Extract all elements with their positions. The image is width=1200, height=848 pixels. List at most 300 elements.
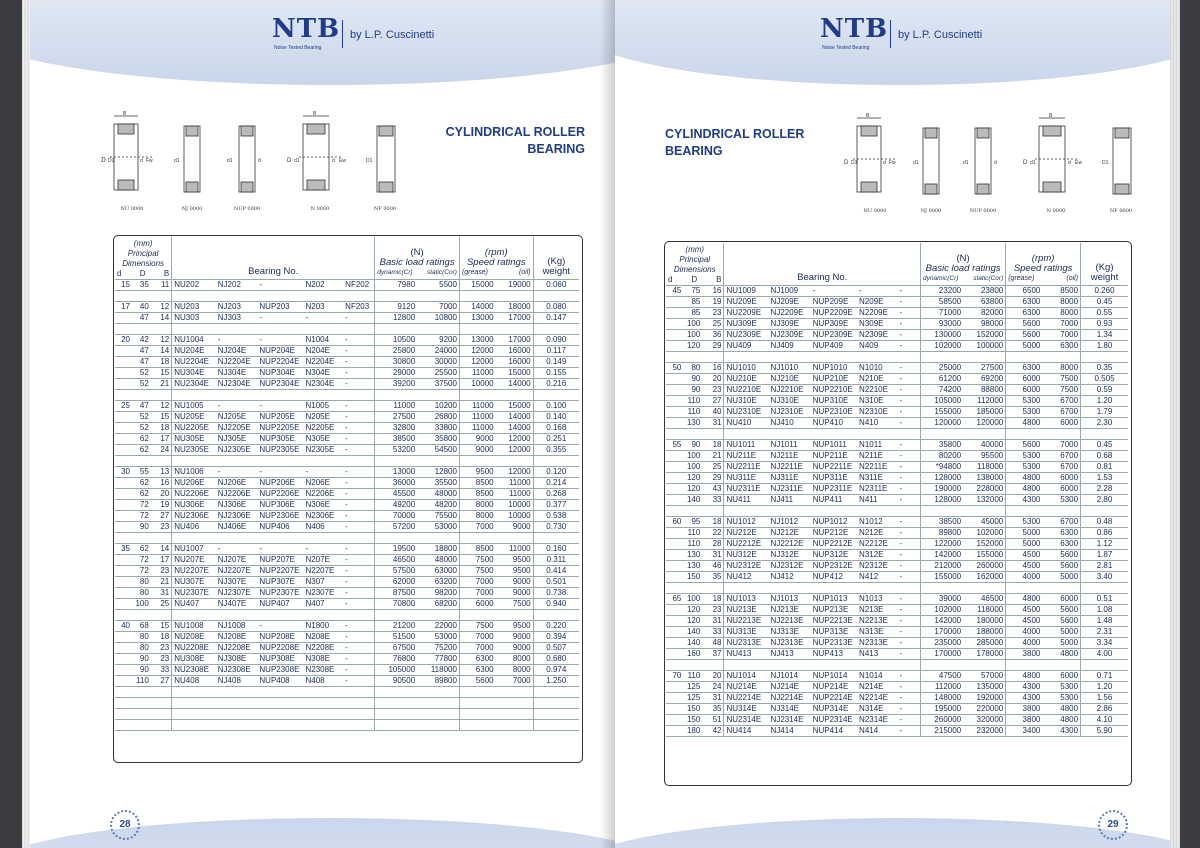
table-cell [533, 610, 579, 621]
table-cell [1006, 352, 1043, 363]
table-cell: 18 [702, 517, 724, 528]
table-cell: 8000 [496, 654, 534, 665]
table-cell: 2.86 [1081, 704, 1128, 715]
table-cell [115, 676, 132, 687]
table-cell: 53000 [417, 522, 459, 533]
table-cell: 23 [151, 522, 172, 533]
svg-text:d1: d1 [294, 158, 300, 164]
table-cell: NJ410 [769, 418, 811, 429]
table-cell: 102000 [921, 605, 964, 616]
table-row [666, 726, 1128, 737]
table-cell: 0.940 [533, 599, 579, 610]
table-cell: NU2311E [724, 484, 769, 495]
table-cell: N407 [303, 599, 343, 610]
table-cell [303, 610, 343, 621]
table-cell: NU1010 [724, 363, 769, 374]
table-cell: NUP407 [257, 599, 303, 610]
table-cell: 80 [132, 588, 151, 599]
table-cell: - [257, 335, 303, 346]
table-cell [459, 291, 495, 302]
table-cell: 18800 [417, 544, 459, 555]
table-cell: - [898, 616, 921, 627]
table-cell [132, 610, 151, 621]
table-cell: 0.86 [1081, 528, 1128, 539]
table-cell: NUP2311E [811, 484, 857, 495]
table-cell [702, 583, 724, 594]
table-cell [533, 324, 579, 335]
table-cell: - [216, 467, 258, 478]
table-cell [172, 533, 216, 544]
table-cell: NUP1013 [811, 594, 857, 605]
table-cell: 192000 [963, 693, 1006, 704]
section-title: CYLINDRICAL ROLLER BEARING [445, 125, 585, 156]
table-cell: 48200 [417, 500, 459, 511]
table-cell [257, 709, 303, 720]
table-cell: - [343, 566, 375, 577]
table-cell [857, 506, 897, 517]
svg-text:d: d [994, 160, 997, 166]
table-cell [496, 720, 534, 731]
table-cell: 14 [151, 544, 172, 555]
table-cell: 39000 [921, 594, 964, 605]
table-cell: 47 [132, 346, 151, 357]
table-cell: - [343, 423, 375, 434]
table-cell [666, 484, 683, 495]
table-cell [375, 610, 417, 621]
table-cell [963, 506, 1006, 517]
table-cell: NUP308E [257, 654, 303, 665]
table-cell: N307 [303, 577, 343, 588]
table-cell [115, 599, 132, 610]
page-stack-right [1170, 0, 1180, 848]
table-cell [303, 698, 343, 709]
table-cell: NU307E [172, 577, 216, 588]
table-cell: 1.79 [1081, 407, 1128, 418]
table-cell: 0.35 [1081, 363, 1128, 374]
hdr-basic: Basic load ratings [925, 263, 1001, 274]
table-cell: NF203 [343, 302, 375, 313]
table-cell [1006, 506, 1043, 517]
left-page [30, 0, 615, 848]
table-cell: 7000 [459, 577, 495, 588]
table-row [666, 385, 1128, 396]
table-cell: 7000 [496, 676, 534, 687]
table-cell: NU412 [724, 572, 769, 583]
table-cell [1042, 660, 1080, 671]
table-cell [417, 610, 459, 621]
table-row [115, 423, 579, 434]
table-cell: 5000 [1042, 638, 1080, 649]
table-cell [496, 698, 534, 709]
table-cell [216, 720, 258, 731]
table-cell [132, 324, 151, 335]
table-row [666, 616, 1128, 627]
table-cell: - [898, 594, 921, 605]
table-cell: 0.51 [1081, 594, 1128, 605]
table-cell: 100 [683, 462, 702, 473]
table-cell: 25000 [921, 363, 964, 374]
table-cell: N413 [857, 649, 897, 660]
table-cell [257, 687, 303, 698]
table-cell [132, 390, 151, 401]
table-cell: 15 [151, 368, 172, 379]
table-cell [375, 291, 417, 302]
table-cell: 9000 [496, 577, 534, 588]
table-cell: 5300 [1042, 495, 1080, 506]
table-cell [417, 390, 459, 401]
table-cell: 36000 [375, 478, 417, 489]
table-cell [724, 429, 769, 440]
table-cell: 9000 [496, 588, 534, 599]
table-cell [1081, 352, 1128, 363]
svg-text:d1: d1 [963, 160, 969, 166]
hdr-D: D [139, 269, 146, 278]
table-cell [459, 533, 495, 544]
table-cell: - [898, 407, 921, 418]
table-cell: 0.45 [1081, 297, 1128, 308]
table-cell: 5600 [1042, 605, 1080, 616]
table-cell: - [216, 335, 258, 346]
table-cell: - [343, 434, 375, 445]
table-cell: 170000 [921, 649, 964, 660]
table-cell: NJ2308E [216, 665, 258, 676]
table-cell: NU2306E [172, 511, 216, 522]
table-cell: NU1011 [724, 440, 769, 451]
table-cell: 21 [151, 577, 172, 588]
table-row [115, 346, 579, 357]
table-cell: - [898, 517, 921, 528]
table-cell: 14000 [459, 302, 495, 313]
table-cell: NJ2313E [769, 638, 811, 649]
table-cell: N311E [857, 473, 897, 484]
table-cell: 19000 [496, 280, 534, 291]
table-cell: 212000 [921, 561, 964, 572]
table-cell: 52 [132, 368, 151, 379]
diagram-nf: D1 NF 0000 [1101, 122, 1141, 202]
table-cell: 1.08 [1081, 605, 1128, 616]
table-cell [683, 660, 702, 671]
table-cell: NJ2204E [216, 357, 258, 368]
table-cell: - [343, 555, 375, 566]
table-cell: 48000 [417, 555, 459, 566]
table-cell: 4500 [1006, 605, 1043, 616]
table-cell: 118000 [963, 605, 1006, 616]
table-cell: N2208E [303, 643, 343, 654]
table-cell: - [343, 467, 375, 478]
table-row [666, 440, 1128, 451]
table-cell: 39200 [375, 379, 417, 390]
table-row [115, 522, 579, 533]
table-cell: NJ2211E [769, 462, 811, 473]
table-cell: 150 [683, 572, 702, 583]
table-cell [216, 698, 258, 709]
table-cell: NJ2310E [769, 407, 811, 418]
table-row [666, 528, 1128, 539]
table-cell [666, 649, 683, 660]
table-cell: 25800 [375, 346, 417, 357]
table-cell: 2.31 [1081, 627, 1128, 638]
table-cell [375, 390, 417, 401]
table-cell: 95 [683, 517, 702, 528]
table-cell: NUP307E [257, 577, 303, 588]
table-cell: 25 [702, 462, 724, 473]
table-cell: - [343, 577, 375, 588]
table-cell [459, 456, 495, 467]
hdr-principal: Principal [679, 255, 711, 264]
table-cell: NJ203 [216, 302, 258, 313]
table-cell: 12 [151, 401, 172, 412]
svg-text:d: d [883, 160, 886, 166]
table-cell: N207E [303, 555, 343, 566]
table-cell [666, 583, 683, 594]
table-cell: 72 [132, 555, 151, 566]
table-cell: NU1006 [172, 467, 216, 478]
table-cell [132, 456, 151, 467]
table-cell: - [898, 495, 921, 506]
hdr-basic: Basic load ratings [379, 257, 455, 268]
table-cell [115, 390, 132, 401]
table-cell: NUP309E [811, 319, 857, 330]
table-cell: - [343, 621, 375, 632]
table-cell: NJ409 [769, 341, 811, 352]
table-cell: NUP305E [257, 434, 303, 445]
table-cell: - [343, 368, 375, 379]
table-cell: 16 [702, 286, 724, 297]
hdr-dyn: dynamic(Cr) [377, 269, 413, 276]
table-cell: 12 [151, 335, 172, 346]
table-cell [343, 533, 375, 544]
table-cell: 54500 [417, 445, 459, 456]
table-cell: 1.87 [1081, 550, 1128, 561]
table-cell [459, 610, 495, 621]
table-cell: 130 [683, 550, 702, 561]
table-cell: 90500 [375, 676, 417, 687]
table-row [115, 357, 579, 368]
bearing-type-diagrams [843, 112, 1163, 212]
table-cell: 9500 [496, 555, 534, 566]
table-cell: 90 [132, 522, 151, 533]
table-cell: 100 [683, 319, 702, 330]
table-row [115, 599, 579, 610]
table-cell: 12800 [375, 313, 417, 324]
table-cell: - [343, 379, 375, 390]
table-cell [375, 456, 417, 467]
table-cell: 0.120 [533, 467, 579, 478]
table-cell: 4000 [1006, 572, 1043, 583]
table-cell: 16 [702, 363, 724, 374]
table-row [115, 621, 579, 632]
table-cell: NU1007 [172, 544, 216, 555]
table-cell: 6300 [1042, 539, 1080, 550]
table-cell: 42 [702, 726, 724, 737]
hdr-stat: static(Cor) [426, 269, 457, 276]
table-cell: - [898, 341, 921, 352]
table-cell: - [898, 363, 921, 374]
table-cell: - [343, 478, 375, 489]
table-cell: 0.155 [533, 368, 579, 379]
table-cell: 150 [683, 715, 702, 726]
table-cell [811, 506, 857, 517]
table-cell [216, 291, 258, 302]
table-cell: NUP213E [811, 605, 857, 616]
table-cell: 27500 [375, 412, 417, 423]
table-cell [533, 720, 579, 731]
table-cell: 0.81 [1081, 462, 1128, 473]
table-cell: 89800 [921, 528, 964, 539]
section-title: CYLINDRICAL ROLLER BEARING [665, 127, 805, 158]
table-cell [533, 456, 579, 467]
table-cell [811, 583, 857, 594]
table-cell: 120 [683, 341, 702, 352]
table-cell: 67500 [375, 643, 417, 654]
table-cell: - [898, 605, 921, 616]
table-cell: 148000 [921, 693, 964, 704]
table-cell: NUP2312E [811, 561, 857, 572]
table-cell: 140 [683, 495, 702, 506]
table-cell: NJ2312E [769, 561, 811, 572]
diagram-nj: d1 NJ 0000 [172, 120, 212, 200]
table-cell: 155000 [921, 572, 964, 583]
table-cell: NJ213E [769, 605, 811, 616]
table-cell: 46500 [963, 594, 1006, 605]
table-cell: 40 [115, 621, 132, 632]
table-cell: 27 [151, 676, 172, 687]
table-cell: N2308E [303, 665, 343, 676]
table-cell: 4000 [1006, 627, 1043, 638]
table-cell: 4000 [1006, 638, 1043, 649]
table-cell [257, 720, 303, 731]
table-cell [343, 456, 375, 467]
table-cell: 0.505 [1081, 374, 1128, 385]
table-cell: 9000 [496, 632, 534, 643]
table-cell: 35 [115, 544, 132, 555]
table-cell [921, 352, 964, 363]
table-cell: - [857, 286, 897, 297]
table-cell: NU304E [172, 368, 216, 379]
table-cell [375, 720, 417, 731]
table-cell: N304E [303, 368, 343, 379]
svg-text:B: B [1049, 113, 1053, 119]
table-cell: 128000 [921, 495, 964, 506]
table-cell: 57500 [375, 566, 417, 577]
table-cell [1042, 506, 1080, 517]
table-cell: 6300 [1042, 528, 1080, 539]
table-row [666, 682, 1128, 693]
table-cell [666, 693, 683, 704]
table-cell [533, 291, 579, 302]
table-cell [115, 291, 132, 302]
table-cell: 8000 [1042, 308, 1080, 319]
table-cell: 31 [702, 418, 724, 429]
table-cell: NU2212E [724, 539, 769, 550]
table-cell: 10200 [417, 401, 459, 412]
table-cell: NU406 [172, 522, 216, 533]
table-cell: 52 [132, 379, 151, 390]
table-cell: NU411 [724, 495, 769, 506]
table-cell [459, 720, 495, 731]
table-cell: 6000 [1042, 671, 1080, 682]
logo-tagline: Noise Tested Bearing [274, 45, 322, 51]
table-cell [857, 429, 897, 440]
table-cell [666, 627, 683, 638]
table-cell: - [898, 330, 921, 341]
table-cell: 110 [683, 396, 702, 407]
table-cell: NU311E [724, 473, 769, 484]
table-cell [898, 583, 921, 594]
table-cell: NJ214E [769, 682, 811, 693]
table-cell: 7500 [459, 555, 495, 566]
table-cell [459, 698, 495, 709]
table-cell: 35800 [921, 440, 964, 451]
table-cell [115, 665, 132, 676]
table-cell: 4300 [1006, 693, 1043, 704]
table-cell [666, 473, 683, 484]
table-cell: NJ207E [216, 555, 258, 566]
table-row [666, 451, 1128, 462]
table-row [666, 649, 1128, 660]
table-cell: NUP2211E [811, 462, 857, 473]
table-cell: - [257, 467, 303, 478]
table-cell: NU409 [724, 341, 769, 352]
table-cell: 7500 [1042, 385, 1080, 396]
table-cell: 260000 [921, 715, 964, 726]
table-cell: 120 [683, 473, 702, 484]
table-cell: 0.168 [533, 423, 579, 434]
table-cell: - [898, 462, 921, 473]
table-row [666, 693, 1128, 704]
table-cell: 80 [132, 577, 151, 588]
table-cell [172, 324, 216, 335]
table-row [115, 335, 579, 346]
table-cell: NU310E [724, 396, 769, 407]
table-cell: NUP2305E [257, 445, 303, 456]
svg-text:d1: d1 [1030, 160, 1036, 166]
table-cell: NU1005 [172, 401, 216, 412]
table-cell: NJ2205E [216, 423, 258, 434]
table-cell: 7000 [459, 588, 495, 599]
table-cell [172, 709, 216, 720]
table-cell: - [257, 544, 303, 555]
hdr-bearing-no: Bearing No. [172, 237, 375, 280]
table-cell: NU2304E [172, 379, 216, 390]
table-cell: 0.59 [1081, 385, 1128, 396]
table-cell [257, 324, 303, 335]
table-cell: 62 [132, 478, 151, 489]
table-cell: 1.34 [1081, 330, 1128, 341]
table-cell: NU306E [172, 500, 216, 511]
table-cell: 6000 [459, 599, 495, 610]
table-row [115, 511, 579, 522]
table-cell: 260000 [963, 561, 1006, 572]
table-cell: 9500 [496, 621, 534, 632]
table-cell: N1800 [303, 621, 343, 632]
table-cell: 37 [702, 649, 724, 660]
table-cell: NJ413 [769, 649, 811, 660]
table-cell: 0.251 [533, 434, 579, 445]
table-row [666, 704, 1128, 715]
table-cell: N2209E [857, 308, 897, 319]
table-cell: 0.220 [533, 621, 579, 632]
table-cell: 5000 [1042, 627, 1080, 638]
table-cell: NJ2213E [769, 616, 811, 627]
table-cell [132, 698, 151, 709]
table-cell: 11000 [459, 412, 495, 423]
table-cell: 7000 [1042, 319, 1080, 330]
table-cell [115, 709, 132, 720]
table-cell: 5300 [1006, 451, 1043, 462]
table-row [115, 698, 579, 709]
table-row [115, 588, 579, 599]
